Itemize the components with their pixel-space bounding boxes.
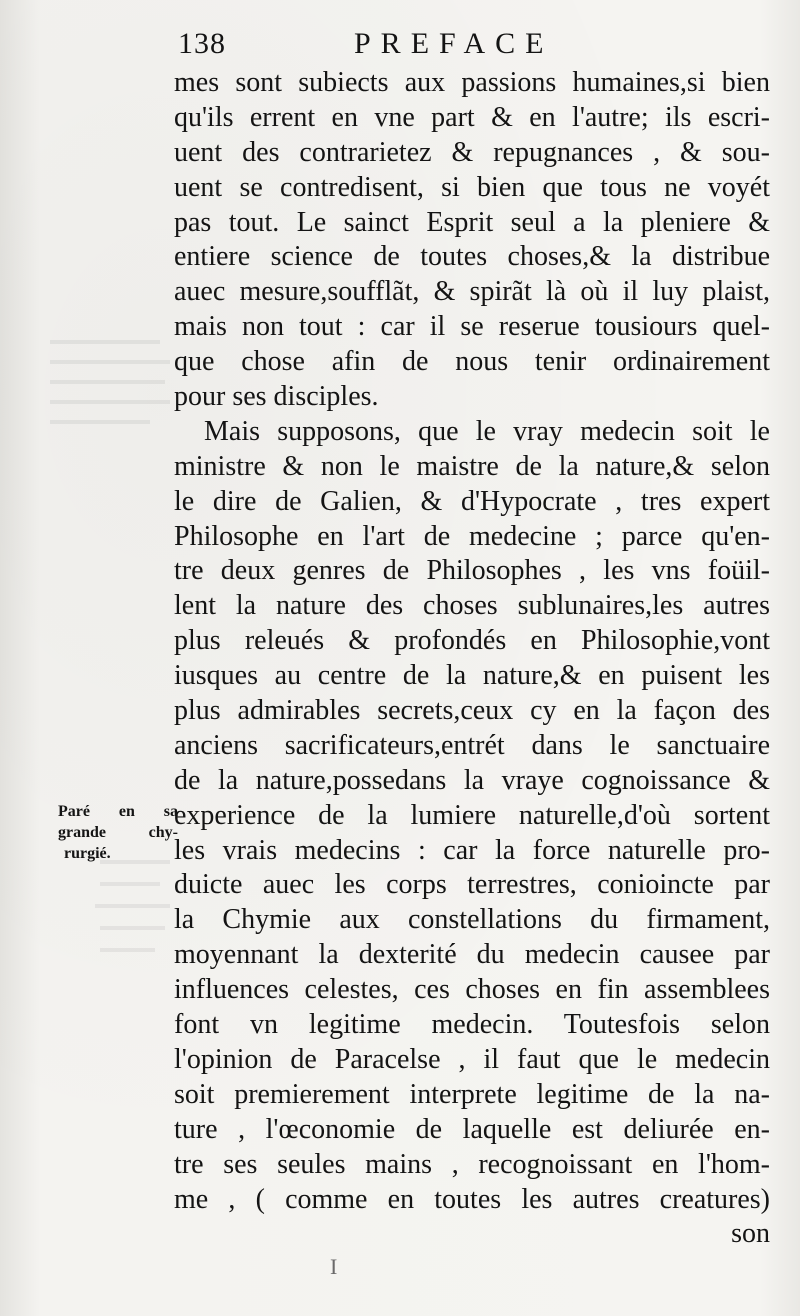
text-line: l'opinion de Paracelse , il faut que le medecin bbox=[174, 1043, 770, 1075]
text-line: mes sont subiects aux passions humaines,si bien bbox=[174, 67, 770, 98]
page-number: 138 bbox=[178, 27, 226, 60]
margin-note-line: grande chy- bbox=[58, 824, 178, 841]
text-line: pour ses disciples. bbox=[174, 381, 379, 413]
margin-note bbox=[58, 801, 178, 864]
body-text bbox=[174, 66, 770, 1252]
text-line: tre deux genres de Philosophes , les vns foüil- bbox=[174, 555, 770, 587]
text-line: Philosophe en l'art de medecine ; parce qu'en- bbox=[174, 520, 770, 552]
text-line: de la nature,possedans la vraye cognoissance & bbox=[174, 764, 770, 796]
text-line: auec mesure,soufflãt, & spirãt là où il luy plaist, bbox=[174, 276, 770, 308]
text-line: moyennant la dexterité du medecin causee par bbox=[174, 939, 770, 971]
text-line: influences celestes, ces choses en fin assemblees bbox=[174, 974, 770, 1006]
text-line: me , ( comme en toutes les autres creatures) bbox=[174, 1183, 770, 1215]
text-line: soit premierement interprete legitime de la na- bbox=[174, 1078, 770, 1110]
margin-note-line: rurgié. bbox=[64, 845, 111, 862]
text-line: entiere science de toutes choses,& la distribue bbox=[174, 241, 770, 273]
text-line: la Chymie aux constellations du firmament, bbox=[174, 904, 770, 936]
text-line: qu'ils errent en vne part & en l'autre; ils escri- bbox=[174, 101, 770, 133]
text-line: uent des contrarietez & repugnances , & sou- bbox=[174, 136, 770, 168]
text-line: ministre & non le maistre de la nature,& selon bbox=[174, 450, 770, 482]
text-line: lent la nature des choses sublunaires,les autres bbox=[174, 590, 770, 622]
text-line: uent se contredisent, si bien que tous ne voyét bbox=[174, 171, 770, 203]
signature-mark: I bbox=[330, 1254, 338, 1279]
text-line: plus admirables secrets,ceux cy en la façon des bbox=[174, 695, 770, 727]
text-line: pas tout. Le sainct Esprit seul a la pleniere & bbox=[174, 206, 770, 238]
show-through-shadow-lower bbox=[90, 850, 170, 1010]
text-line: ture , l'œconomie de laquelle est deliurée en- bbox=[174, 1113, 770, 1145]
margin-note-line: Paré en sa bbox=[58, 803, 178, 820]
paragraph-start-line: Mais supposons, que le vray medecin soit le bbox=[204, 415, 770, 447]
text-line: plus releués & profondés en Philosophie,vont bbox=[174, 625, 770, 657]
catchword: son bbox=[731, 1218, 770, 1250]
text-line: experience de la lumiere naturelle,d'où sortent bbox=[174, 799, 770, 831]
show-through-shadow bbox=[40, 330, 170, 480]
text-line: tre ses seules mains , recognoissant en l'hom- bbox=[174, 1148, 770, 1180]
running-title: PREFACE bbox=[354, 27, 554, 60]
text-line: les vrais medecins : car la force naturelle pro- bbox=[174, 834, 770, 866]
text-line: font vn legitime medecin. Toutesfois selon bbox=[174, 1009, 770, 1041]
text-line: duicte auec les corps terrestres, conioincte par bbox=[174, 869, 770, 901]
text-line: mais non tout : car il se reserue tousiours quel- bbox=[174, 311, 770, 343]
text-line: que chose afin de nous tenir ordinairement bbox=[174, 346, 770, 378]
text-line: iusques au centre de la nature,& en puisent les bbox=[174, 660, 770, 692]
text-line: le dire de Galien, & d'Hypocrate , tres expert bbox=[174, 485, 770, 517]
page-header bbox=[178, 22, 608, 62]
text-line: anciens sacrificateurs,entrét dans le sanctuaire bbox=[174, 729, 770, 761]
